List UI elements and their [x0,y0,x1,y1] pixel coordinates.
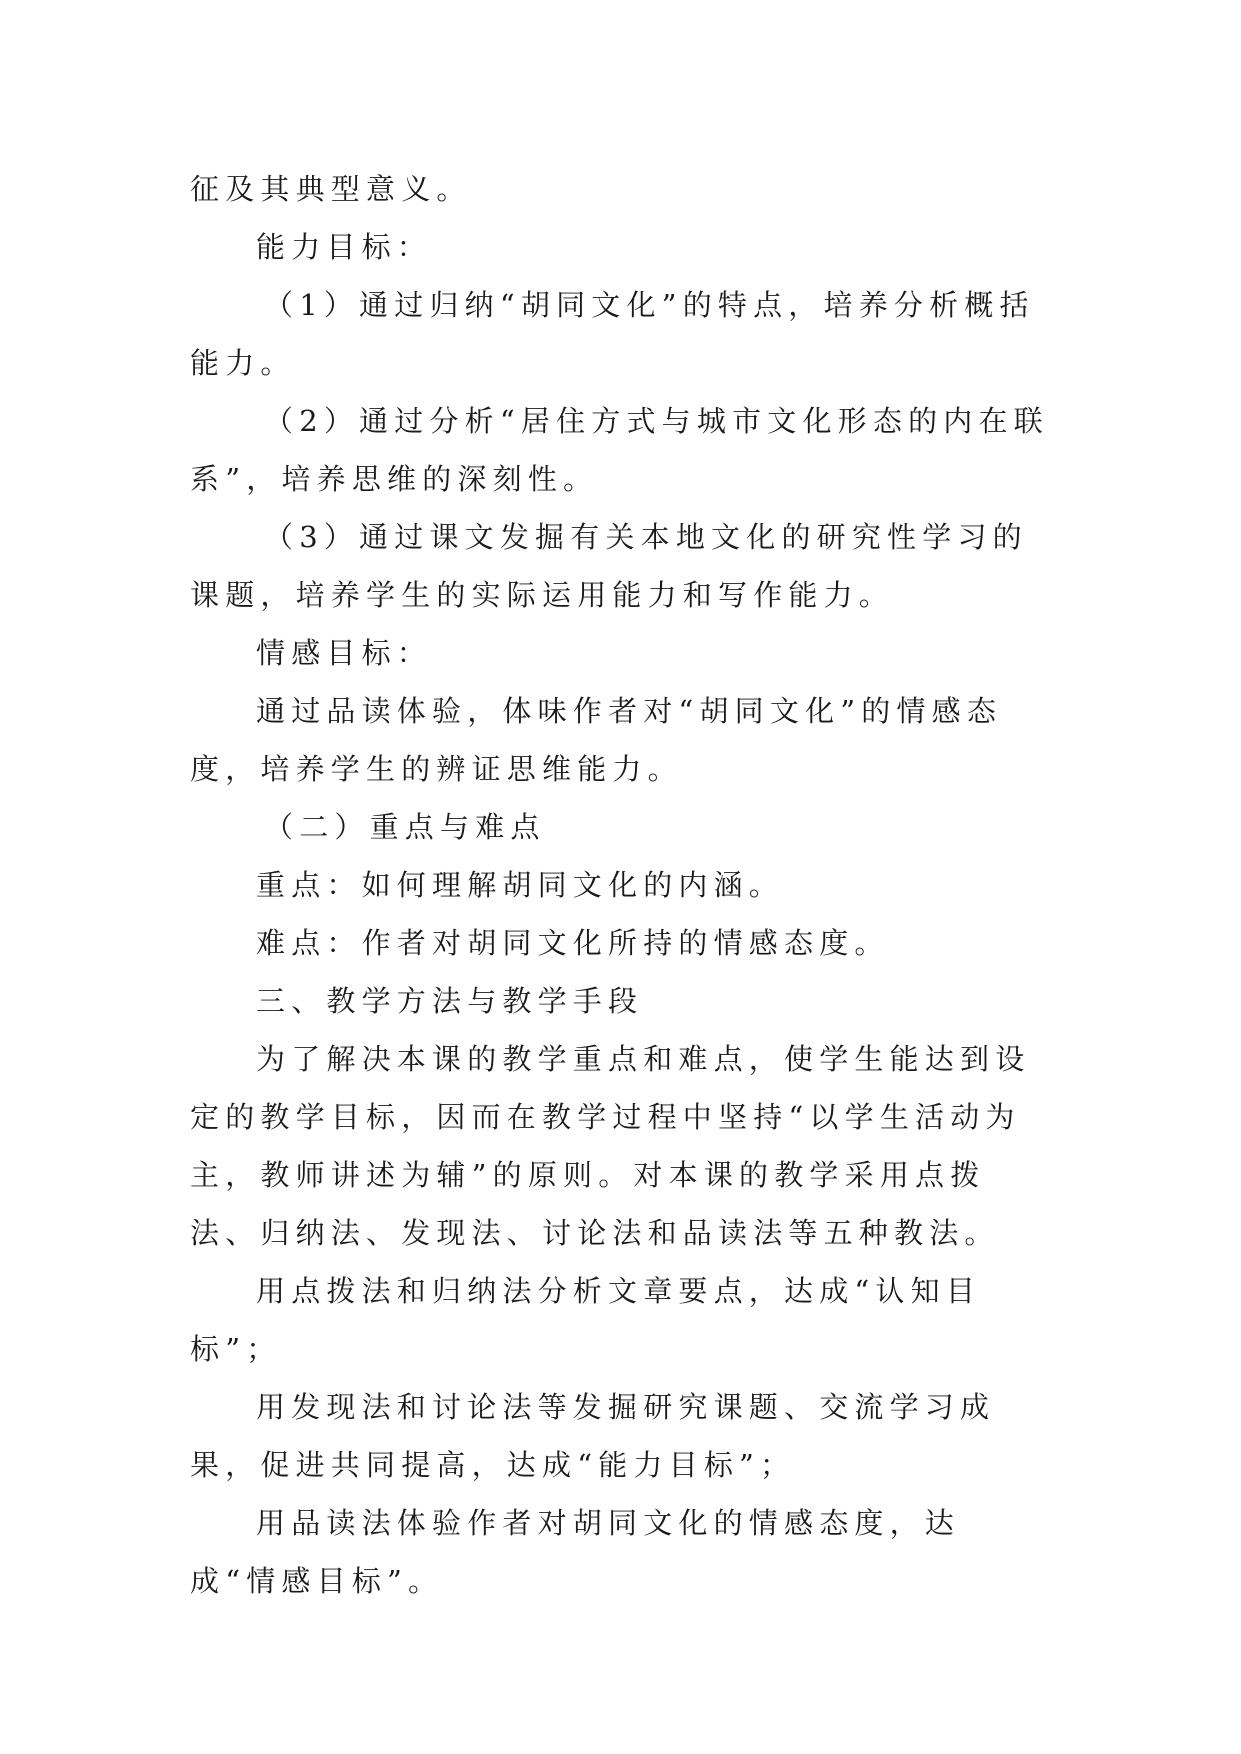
ability-goal-3: （3）通过课文发掘有关本地文化的研究性学习的课题，培养学生的实际运用能力和写作能力。 [190,520,1028,612]
method-ability: 用发现法和讨论法等发掘研究课题、交流学习成果，促进共同提高，达成“能力目标”； [190,1390,996,1482]
ability-goal-2: （2）通过分析“居住方式与城市文化形态的内在联系”，培养思维的深刻性。 [190,404,1049,496]
difficult-point: 难点：作者对胡同文化所持的情感态度。 [256,926,890,960]
ability-goal-1: （1）通过归纳“胡同文化”的特点，培养分析概括能力。 [190,288,1035,380]
heading-emotion-goals: 情感目标： [256,636,433,670]
emotion-goal-text: 通过品读体验，体味作者对“胡同文化”的情感态度，培养学生的辨证思维能力。 [190,694,1003,786]
heading-ability-goals: 能力目标： [256,230,433,264]
teaching-methods-intro: 为了解决本课的教学重点和难点，使学生能达到设定的教学目标，因而在教学过程中坚持“以学生活动为主，教师讲述为辅”的原则。对本课的教学采用点拨法、归纳法、发现法、讨论法和品读法等五种教法。 [190,1042,1031,1250]
key-point: 重点：如何理解胡同文化的内涵。 [256,868,785,902]
heading-key-points: （二）重点与难点 [264,810,546,844]
document-body [190,160,1050,1610]
method-emotion: 用品读法体验作者对胡同文化的情感态度，达成“情感目标”。 [190,1506,961,1598]
paragraph-continuation: 征及其典型意义。 [190,172,472,206]
method-cognitive: 用点拨法和归纳法分析文章要点，达成“认知目标”； [190,1274,982,1366]
heading-teaching-methods: 三、教学方法与教学手段 [256,984,644,1018]
